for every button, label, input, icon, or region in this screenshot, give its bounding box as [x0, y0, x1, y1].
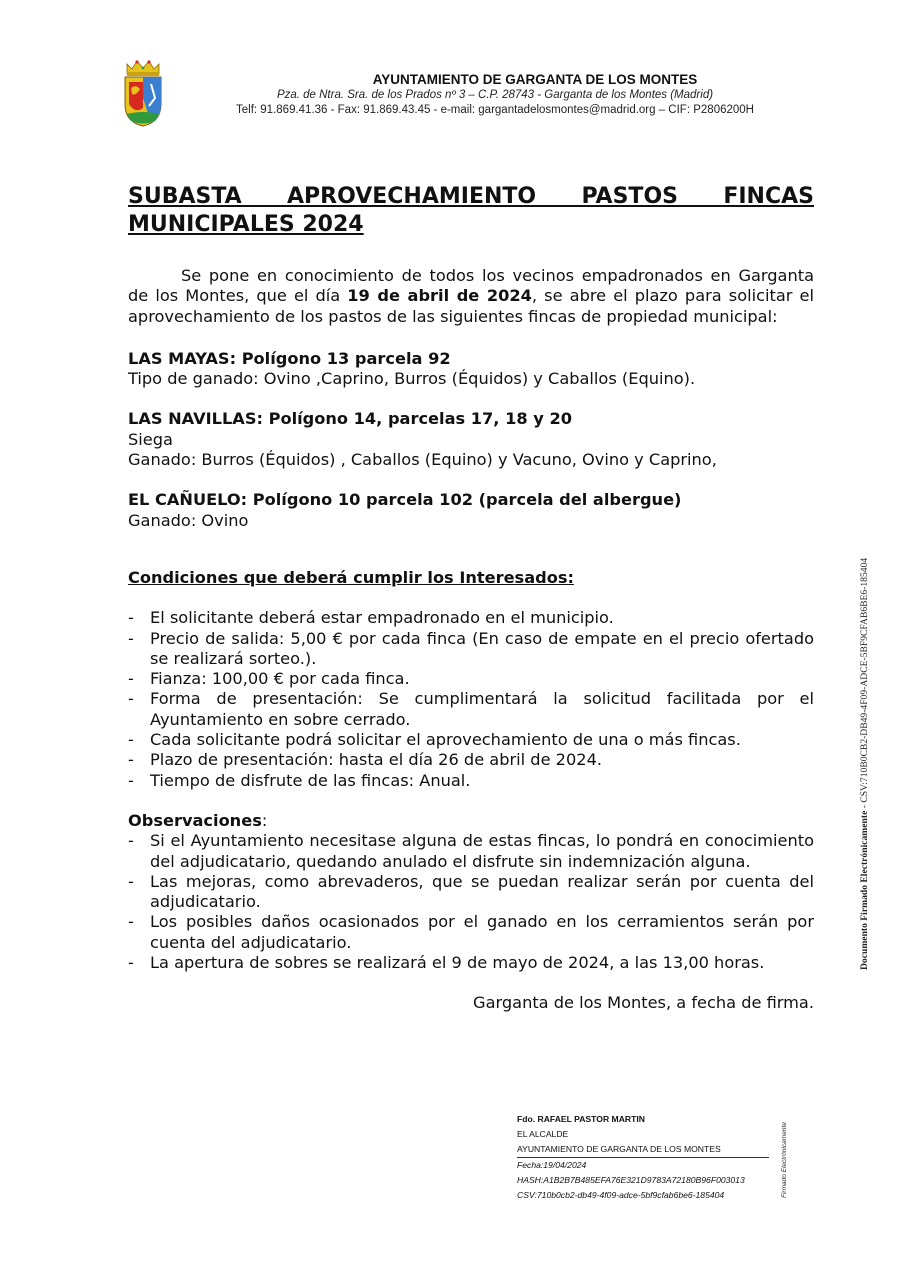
observations-heading — [128, 811, 814, 831]
signature-csv: CSV:710b0cb2-db49-4f09-adce-5bf9cfab6be6-185404 — [517, 1190, 725, 1200]
municipal-coat-of-arms-icon — [121, 58, 165, 128]
letterhead-contact: Telf: 91.869.41.36 - Fax: 91.869.43.45 - e-mail: gargantadelosmontes@madrid.org – CIF: P2806200H — [236, 104, 754, 116]
observation-item: - Si el Ayuntamiento necesitase alguna de estas fincas, lo pondrá en conocimiento del adjudicatario, quedando anulado el disfrute sin indemnización alguna. — [128, 831, 814, 872]
finca-line: Tipo de ganado: Ovino ,Caprino, Burros (Équidos) y Caballos (Equino). — [128, 369, 696, 389]
letterhead — [190, 71, 800, 118]
signature-side-label: Firmado Electrónicamente — [781, 1122, 788, 1198]
signature-hash: HASH:A1B2B7B485EFA76E321D9783A72180B96F003013 — [517, 1175, 745, 1185]
signature-date: Fecha:19/04/2024 — [517, 1160, 587, 1170]
signer-organization: AYUNTAMIENTO DE GARGANTA DE LOS MONTES — [517, 1142, 769, 1158]
document-body — [128, 183, 814, 1014]
vertical-verification-stamp — [859, 558, 870, 970]
signer-name: Fdo. RAFAEL PASTOR MARTIN — [517, 1114, 645, 1124]
signer-role: EL ALCALDE — [517, 1129, 569, 1139]
condition-item: - Precio de salida: 5,00 € por cada finca (En caso de empate en el precio ofertado se realizará sorteo.). — [128, 629, 814, 670]
letterhead-address: Pza. de Ntra. Sra. de los Prados nº 3 – C.P. 28743 - Garganta de los Montes (Madrid) — [276, 89, 714, 101]
finca-line: Ganado: Burros (Équidos) , Caballos (Equino) y Vacuno, Ovino y Caprino, — [128, 450, 717, 470]
electronic-signature-block — [517, 1112, 769, 1203]
conditions-list — [128, 608, 814, 791]
closing-line: Garganta de los Montes, a fecha de firma. — [473, 993, 814, 1013]
conditions-heading: Condiciones que deberá cumplir los Interesados: — [128, 567, 574, 587]
condition-item: - Plazo de presentación: hasta el día 26 de abril de 2024. — [128, 750, 814, 770]
observation-item: - Los posibles daños ocasionados por el ganado en los cerramientos serán por cuenta del adjudicatario. — [128, 912, 814, 953]
finca-heading: LAS NAVILLAS: Polígono 14, parcelas 17, 18 y 20 — [128, 409, 572, 429]
condition-item: - Tiempo de disfrute de las fincas: Anual. — [128, 771, 814, 791]
condition-item: - Cada solicitante podrá solicitar el aprovechamiento de una o más fincas. — [128, 730, 814, 750]
finca-line: Siega — [128, 429, 173, 449]
document-title-line-1: SUBASTA APROVECHAMIENTO PASTOS FINCAS — [128, 184, 814, 209]
intro-paragraph — [128, 266, 814, 327]
finca-heading: EL CAÑUELO: Polígono 10 parcela 102 (parcela del albergue) — [128, 490, 682, 510]
intro-text-before: Se pone en conocimiento de todos los vecinos empadronados en Garganta de los Montes, que el día — [128, 266, 814, 306]
finca-heading: LAS MAYAS: Polígono 13 parcela 92 — [128, 348, 451, 368]
letterhead-title: AYUNTAMIENTO DE GARGANTA DE LOS MONTES — [372, 72, 698, 87]
stamp-csv: - CSV:710B0CB2-DB49-4F09-ADCE-5BF9CFAB6BE6-185404 — [859, 557, 870, 811]
observations-heading-label: Observaciones — [128, 810, 262, 830]
finca-line: Ganado: Ovino — [128, 510, 249, 530]
condition-item: - El solicitante deberá estar empadronado en el municipio. — [128, 608, 814, 628]
observations-list — [128, 831, 814, 973]
document-title-line-2: MUNICIPALES 2024 — [128, 212, 364, 237]
condition-item: - Forma de presentación: Se cumplimentará la solicitud facilitada por el Ayuntamiento en sobre cerrado. — [128, 689, 814, 730]
stamp-label: Documento Firmado Electrónicamente — [859, 810, 870, 970]
observation-item: - La apertura de sobres se realizará el 9 de mayo de 2024, a las 13,00 horas. — [128, 953, 814, 973]
observations-heading-colon: : — [261, 810, 268, 830]
condition-item: - Fianza: 100,00 € por cada finca. — [128, 669, 814, 689]
observation-item: - Las mejoras, como abrevaderos, que se puedan realizar serán por cuenta del adjudicatario. — [128, 872, 814, 913]
intro-date: 19 de abril de 2024 — [347, 286, 532, 306]
intro-text-after: , se abre el plazo para solicitar el aprovechamiento de los pastos de las siguientes fincas de propiedad municipal: — [128, 286, 814, 326]
